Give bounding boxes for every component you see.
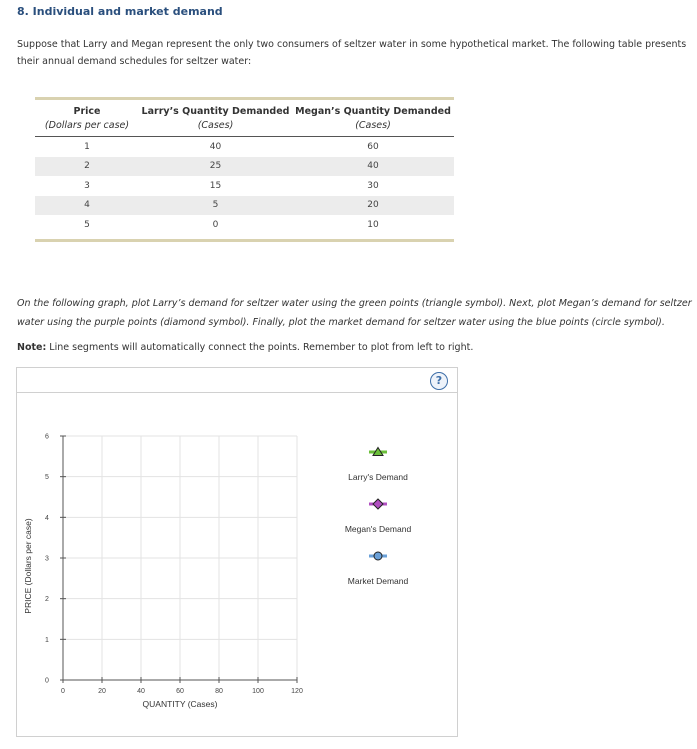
intro-text: Suppose that Larry and Megan represent the only two consumers of seltzer water in some hypothetical market. The following table presents their annual demand schedules for seltzer water: [17,39,687,67]
x-tick-label: 0 [61,688,65,695]
legend-item-triangle[interactable] [348,448,408,483]
table-row: 3 15 30 [84,180,379,191]
diamond-marker-icon [373,499,383,509]
table-row: 1 40 60 [84,141,379,152]
y-tick-label: 5 [45,474,49,482]
y-tick-label: 0 [45,677,49,685]
x-axis-title: QUANTITY (Cases) [142,699,218,709]
plot-legend [345,448,412,587]
x-tick-label: 60 [176,688,184,695]
y-tick-label: 2 [45,596,49,604]
legend-label: Market Demand [347,576,409,586]
question-title: 8. Individual and market demand [17,5,223,18]
plot-grid [63,436,297,680]
circle-marker-icon [374,552,382,560]
header-price: Price (Dollars per case) [35,106,139,137]
table-row: 2 25 40 [35,157,454,177]
demand-graph[interactable] [17,368,457,736]
demand-schedule-table [35,97,454,242]
plot-axes [23,434,303,710]
y-axis-title: PRICE (Dollars per case) [23,518,33,614]
help-icon[interactable]: ? [430,372,448,390]
y-tick-label: 4 [45,514,49,522]
y-tick-label: 1 [45,636,49,644]
x-tick-label: 20 [98,688,106,695]
table-row: 5 0 10 [84,219,379,230]
y-tick-label: 6 [45,433,49,441]
x-tick-label: 120 [291,688,303,695]
graph-panel[interactable] [16,367,458,737]
note-text: Note: Line segments will automatically connect the points. Remember to plot from left to right. [17,342,474,353]
x-tick-label: 40 [137,688,145,695]
header-larry: Larry’s Quantity Demanded (Cases) [139,106,292,137]
legend-item-circle[interactable] [348,552,409,586]
y-tick-label: 3 [45,555,49,563]
legend-label: Larry's Demand [348,472,408,482]
x-tick-label: 80 [215,688,223,695]
graph-instructions: On the following graph, plot Larry’s demand for seltzer water using the green points (triangle symbol). Next, plot Megan’s demand for seltzer water using the purple points (diamond symbol). Finally, plot the market demand for seltzer water using the blue points (circle symbol). [17,298,692,328]
header-megan: Megan’s Quantity Demanded (Cases) [292,106,454,137]
table-row: 4 5 20 [35,196,454,216]
legend-item-diamond[interactable] [345,499,412,534]
x-tick-label: 100 [252,688,264,695]
legend-label: Megan's Demand [344,524,412,534]
